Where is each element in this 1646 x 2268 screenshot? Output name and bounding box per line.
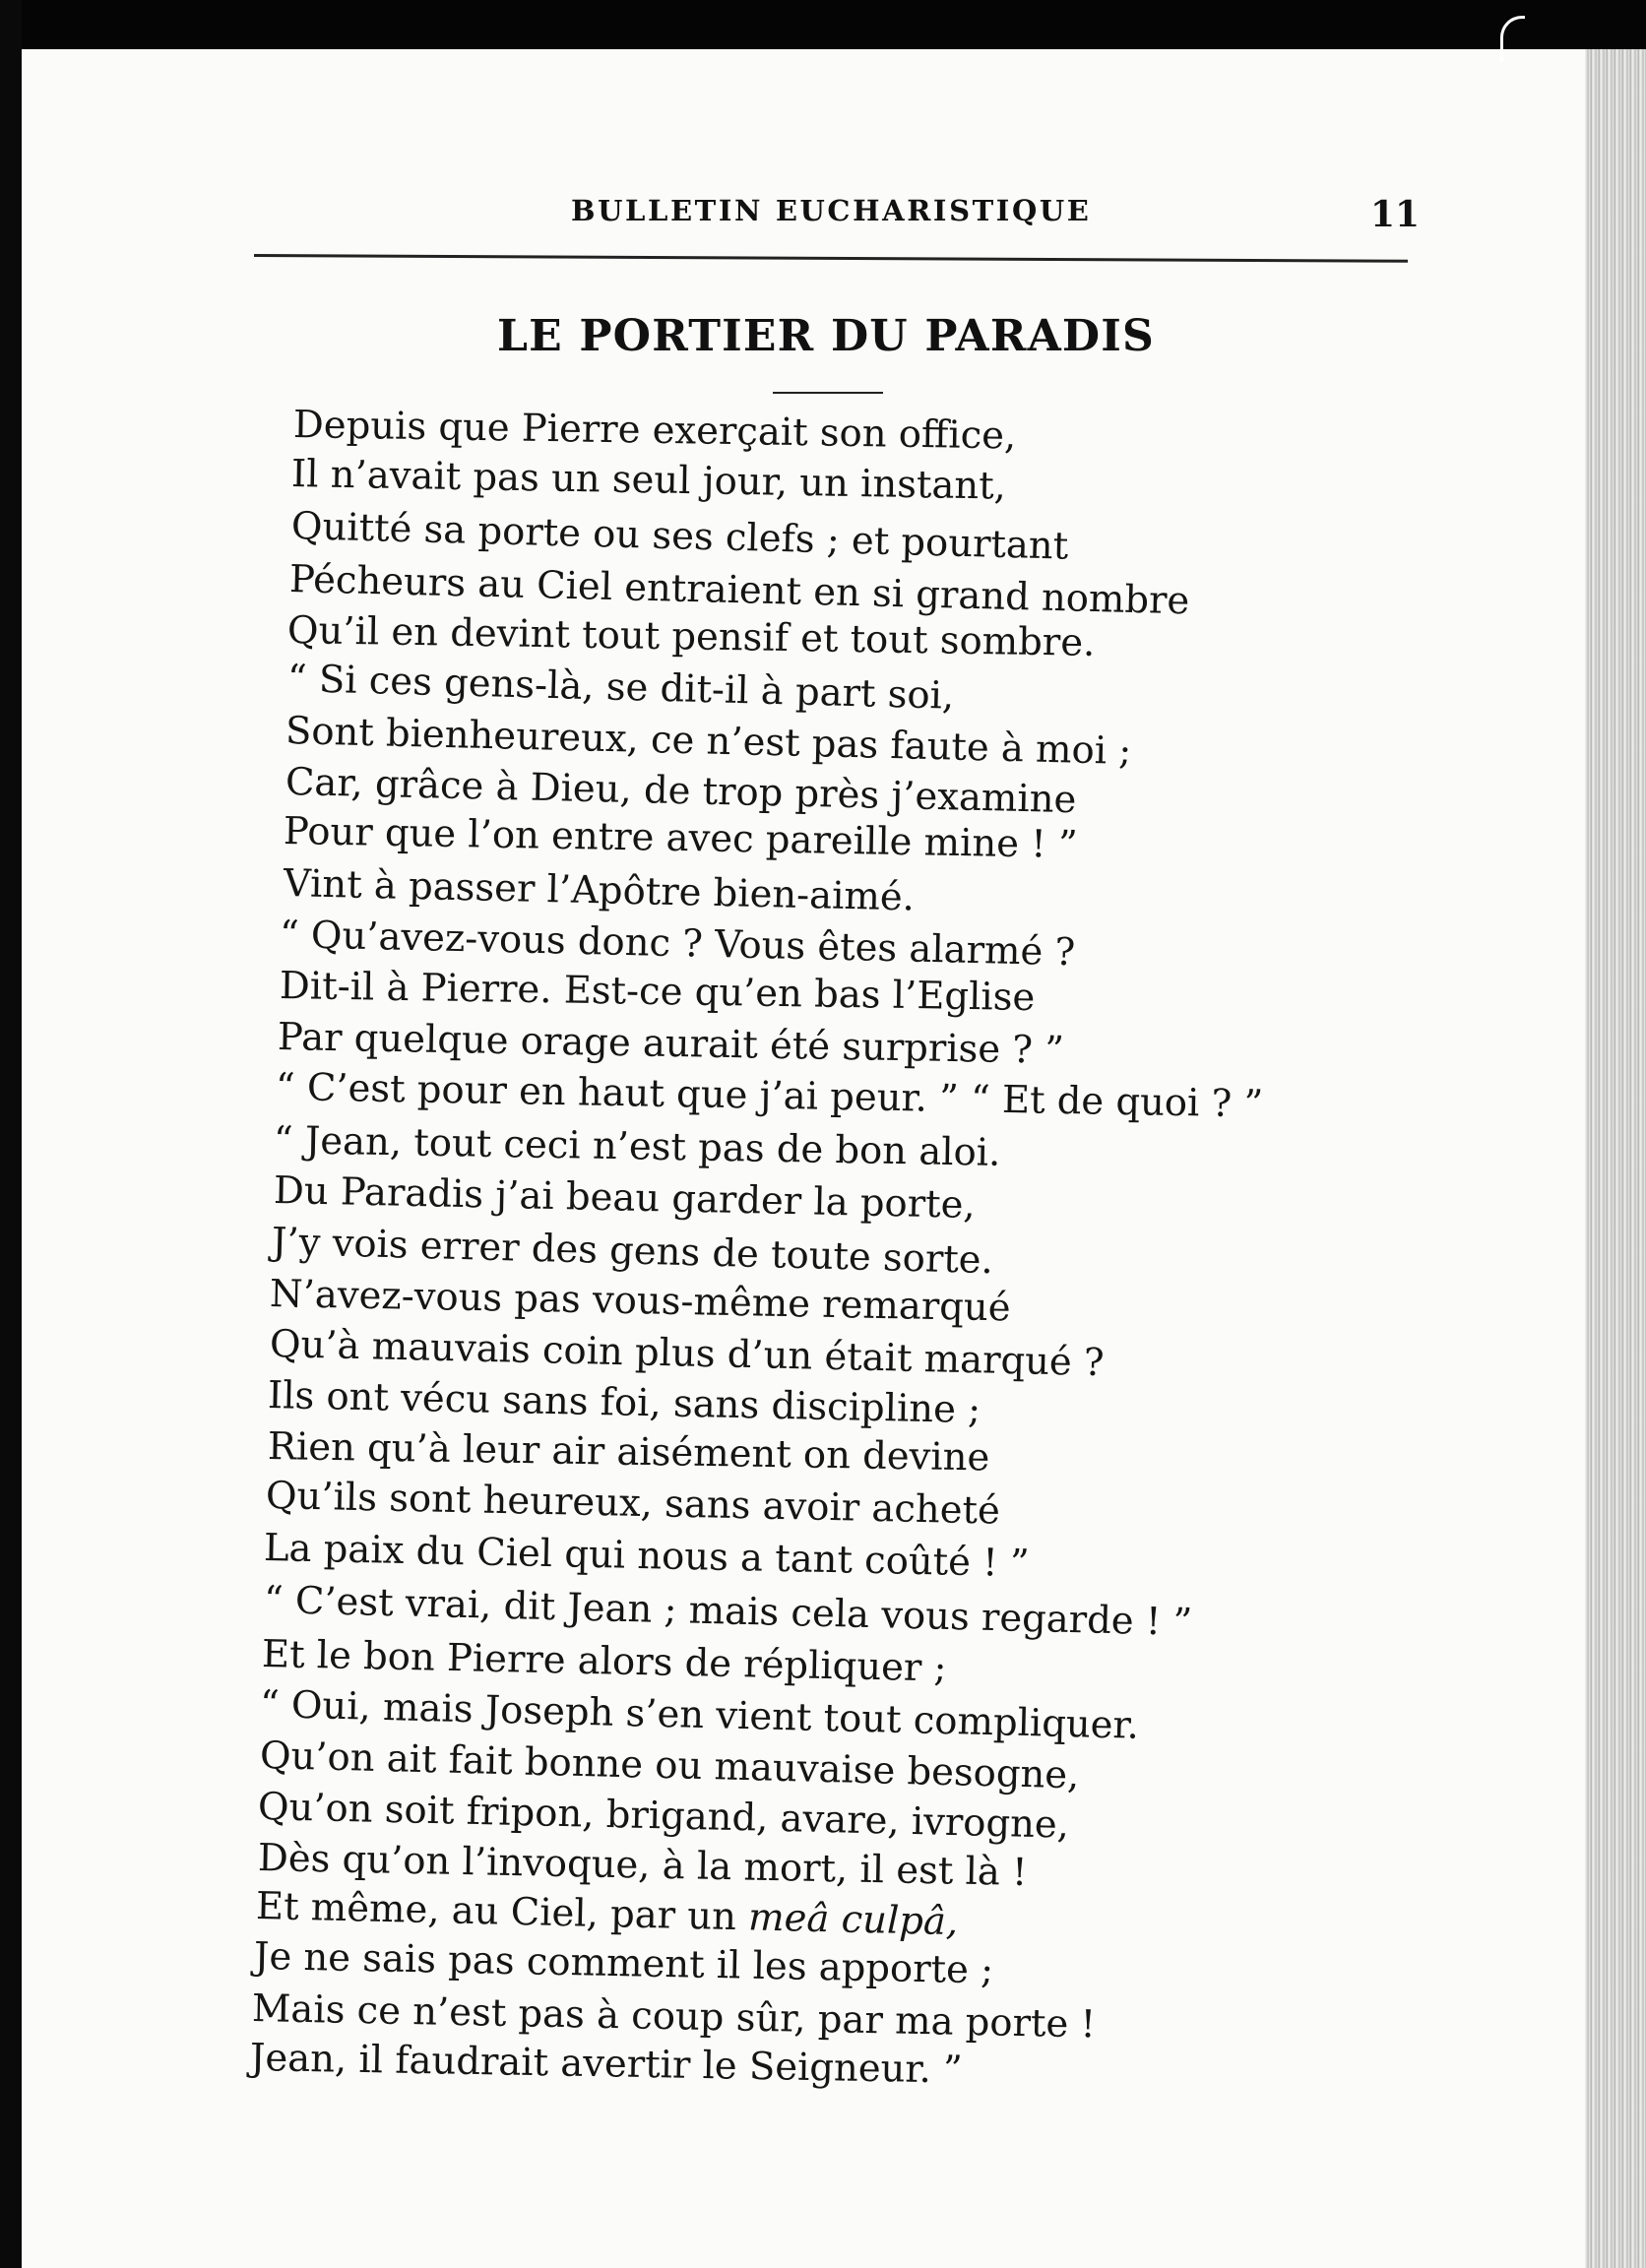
poem-line: “ C’est pour en haut que j’ai peur. ” “ Et de quoi ? ” [275, 1065, 1264, 1127]
poem-line: Sont bienheureux, ce n’est pas faute à moi ; [285, 709, 1132, 774]
poem-line: Quitté sa porte ou ses clefs ; et pourtant [290, 504, 1069, 569]
poem-line: Dès qu’on l’invoque, à la mort, il est là ! [257, 1836, 1028, 1896]
poem-line: Jean, il faudrait avertir le Seigneur. ” [249, 2036, 964, 2093]
poem-title: LE PORTIER DU PARADIS [497, 311, 1156, 361]
poem-line: Mais ce n’est pas à coup sûr, par ma porte ! [251, 1986, 1097, 2048]
poem-line: Il n’avait pas un seul jour, un instant, [290, 452, 1007, 509]
poem-line: Pécheurs au Ciel entraient en si grand nombre [288, 557, 1190, 624]
poem-line: Et le bon Pierre alors de répliquer ; [261, 1632, 947, 1691]
poem-line: Qu’à mauvais coin plus d’un était marqué ? [269, 1322, 1106, 1386]
poem-line: La paix du Ciel qui nous a tant coûté ! ” [263, 1526, 1031, 1587]
poem-line: Car, grâce à Dieu, de trop près j’examine [285, 760, 1077, 823]
poem-line: Par quelque orage aurait été surprise ? ” [277, 1015, 1065, 1073]
poem-line: Dit-il à Pierre. Est-ce qu’en bas l’Eglise [279, 964, 1036, 1021]
poem-line: “ Oui, mais Joseph s’en vient tout compliquer. [259, 1682, 1140, 1748]
poem-line: N’avez-vous pas vous-même remarqué [269, 1272, 1011, 1331]
poem-line: Qu’on ait fait bonne ou mauvaise besogne, [259, 1733, 1080, 1798]
poem-line: Ils ont vécu sans foi, sans discipline ; [267, 1373, 981, 1433]
poem-line: Qu’on soit fripon, brigand, avare, ivrogne, [257, 1785, 1070, 1848]
poem-line: “ Si ces gens-là, se dit-il à part soi, [286, 657, 955, 719]
poem-line: “ Jean, tout ceci n’est pas de bon aloi. [273, 1118, 1001, 1175]
poem-line: Vint à passer l’Apôtre bien-aimé. [283, 861, 916, 920]
poem-line: “ Qu’avez-vous donc ? Vous êtes alarmé ? [279, 913, 1076, 976]
poem-line: Depuis que Pierre exerçait son office, [292, 403, 1017, 459]
poem-line: “ C’est vrai, dit Jean ; mais cela vous regarde ! ” [263, 1578, 1193, 1646]
poem-line: J’y vois errer des gens de toute sorte. [271, 1220, 994, 1284]
poem-line: Du Paradis j’ai beau garder la porte, [273, 1168, 977, 1228]
page-number: 11 [1370, 194, 1421, 235]
poem-line: Je ne sais pas comment il les apporte ; [253, 1934, 994, 1993]
poem-line: Pour que l’on entre avec pareille mine ! ” [283, 809, 1079, 868]
poem-line: Qu’ils sont heureux, sans avoir acheté [265, 1474, 1001, 1534]
poem-line-text: Et même, au Ciel, par un [255, 1884, 737, 1940]
poem-line: Qu’il en devint tout pensif et tout sombre. [286, 608, 1096, 665]
running-title: BULLETIN EUCHARISTIQUE [571, 194, 1092, 227]
poem-line: Rien qu’à leur air aisément on devine [267, 1424, 990, 1480]
italic-phrase: meâ culpâ, [747, 1895, 959, 1945]
